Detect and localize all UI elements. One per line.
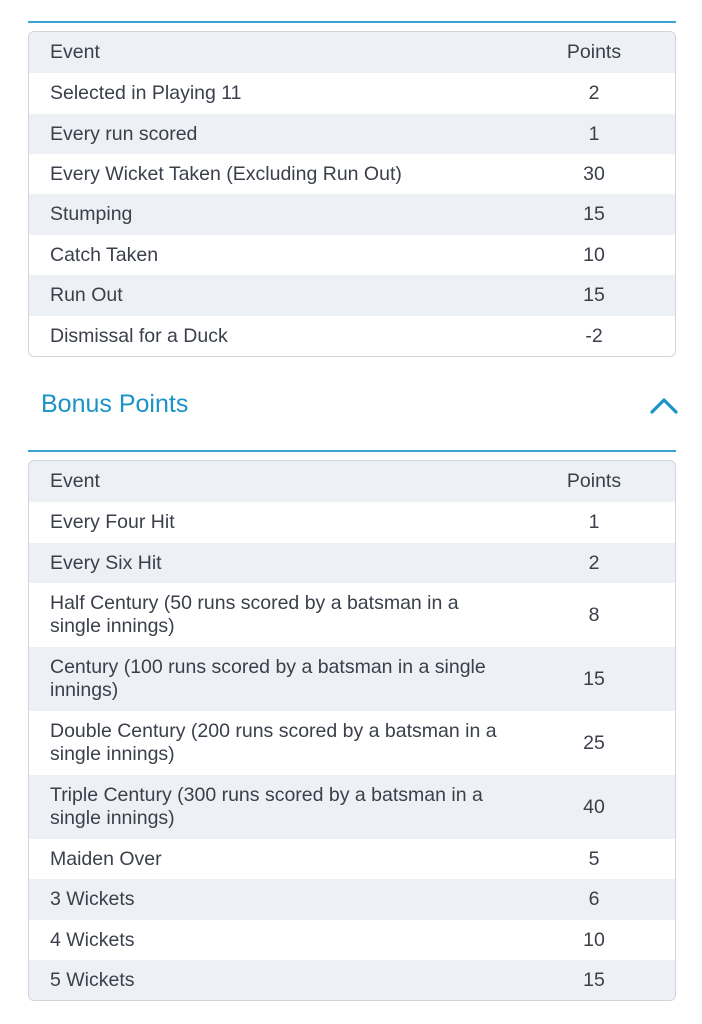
table-row (29, 235, 675, 275)
row-points: 15 (583, 203, 605, 225)
chevron-up-icon[interactable] (648, 393, 680, 417)
row-points: 10 (583, 928, 605, 951)
row-points: 5 (588, 847, 600, 870)
row-event: Century (100 runs scored by a batsman in a single innings) (50, 656, 486, 701)
table-row (29, 920, 675, 960)
table-row (29, 711, 675, 775)
table-row (29, 583, 675, 647)
bonus-points-table (28, 460, 676, 1001)
bonus-points-title[interactable]: Bonus Points (41, 390, 189, 418)
section-divider-top (28, 21, 676, 23)
row-points: 6 (588, 888, 600, 910)
header-points: Points (566, 41, 622, 63)
table-row (29, 316, 675, 356)
row-event: Half Century (50 runs scored by a batsman in a single innings) (50, 592, 459, 637)
row-event: 3 Wickets (50, 888, 135, 910)
table-header (29, 461, 675, 502)
table-row (29, 502, 675, 543)
row-points: 1 (588, 122, 600, 145)
table-row (29, 114, 675, 154)
table-row (29, 839, 675, 879)
row-points: 15 (583, 968, 605, 991)
points-table (28, 31, 676, 357)
row-event: Triple Century (300 runs scored by a batsman in a single innings) (50, 784, 483, 829)
section-divider-bonus (28, 450, 676, 452)
header-event: Event (50, 470, 100, 492)
row-event: Run Out (50, 284, 123, 306)
row-event: Double Century (200 runs scored by a batsman in a single innings) (50, 720, 497, 765)
row-event: Every Four Hit (50, 511, 175, 533)
row-event: Every Wicket Taken (Excluding Run Out) (50, 162, 402, 185)
row-points: 30 (583, 162, 605, 185)
row-event: 4 Wickets (50, 928, 135, 951)
table-row (29, 73, 675, 114)
table-row (29, 194, 675, 235)
header-event: Event (50, 41, 100, 63)
row-points: 15 (583, 284, 605, 306)
row-points: 2 (588, 82, 600, 104)
table-header (29, 32, 675, 73)
table-row (29, 154, 675, 194)
row-event: Dismissal for a Duck (50, 324, 228, 347)
header-points: Points (566, 470, 622, 492)
row-event: Selected in Playing 11 (50, 82, 242, 104)
table-row (29, 960, 675, 1000)
row-event: Every Six Hit (50, 551, 162, 574)
row-event: Stumping (50, 203, 133, 225)
table-row (29, 879, 675, 920)
row-points: 10 (583, 243, 605, 266)
row-points: -2 (585, 324, 603, 347)
row-points: 2 (588, 551, 600, 574)
table-row (29, 543, 675, 583)
row-points: 1 (588, 511, 600, 533)
row-event: 5 Wickets (50, 968, 135, 991)
row-points: 25 (583, 731, 605, 754)
row-points: 15 (583, 667, 605, 690)
row-event: Every run scored (50, 122, 198, 145)
table-row (29, 647, 675, 711)
row-event: Maiden Over (50, 847, 162, 870)
row-event: Catch Taken (50, 243, 159, 266)
row-points: 8 (588, 603, 600, 626)
table-row (29, 275, 675, 316)
row-points: 40 (583, 795, 605, 818)
table-row (29, 775, 675, 839)
